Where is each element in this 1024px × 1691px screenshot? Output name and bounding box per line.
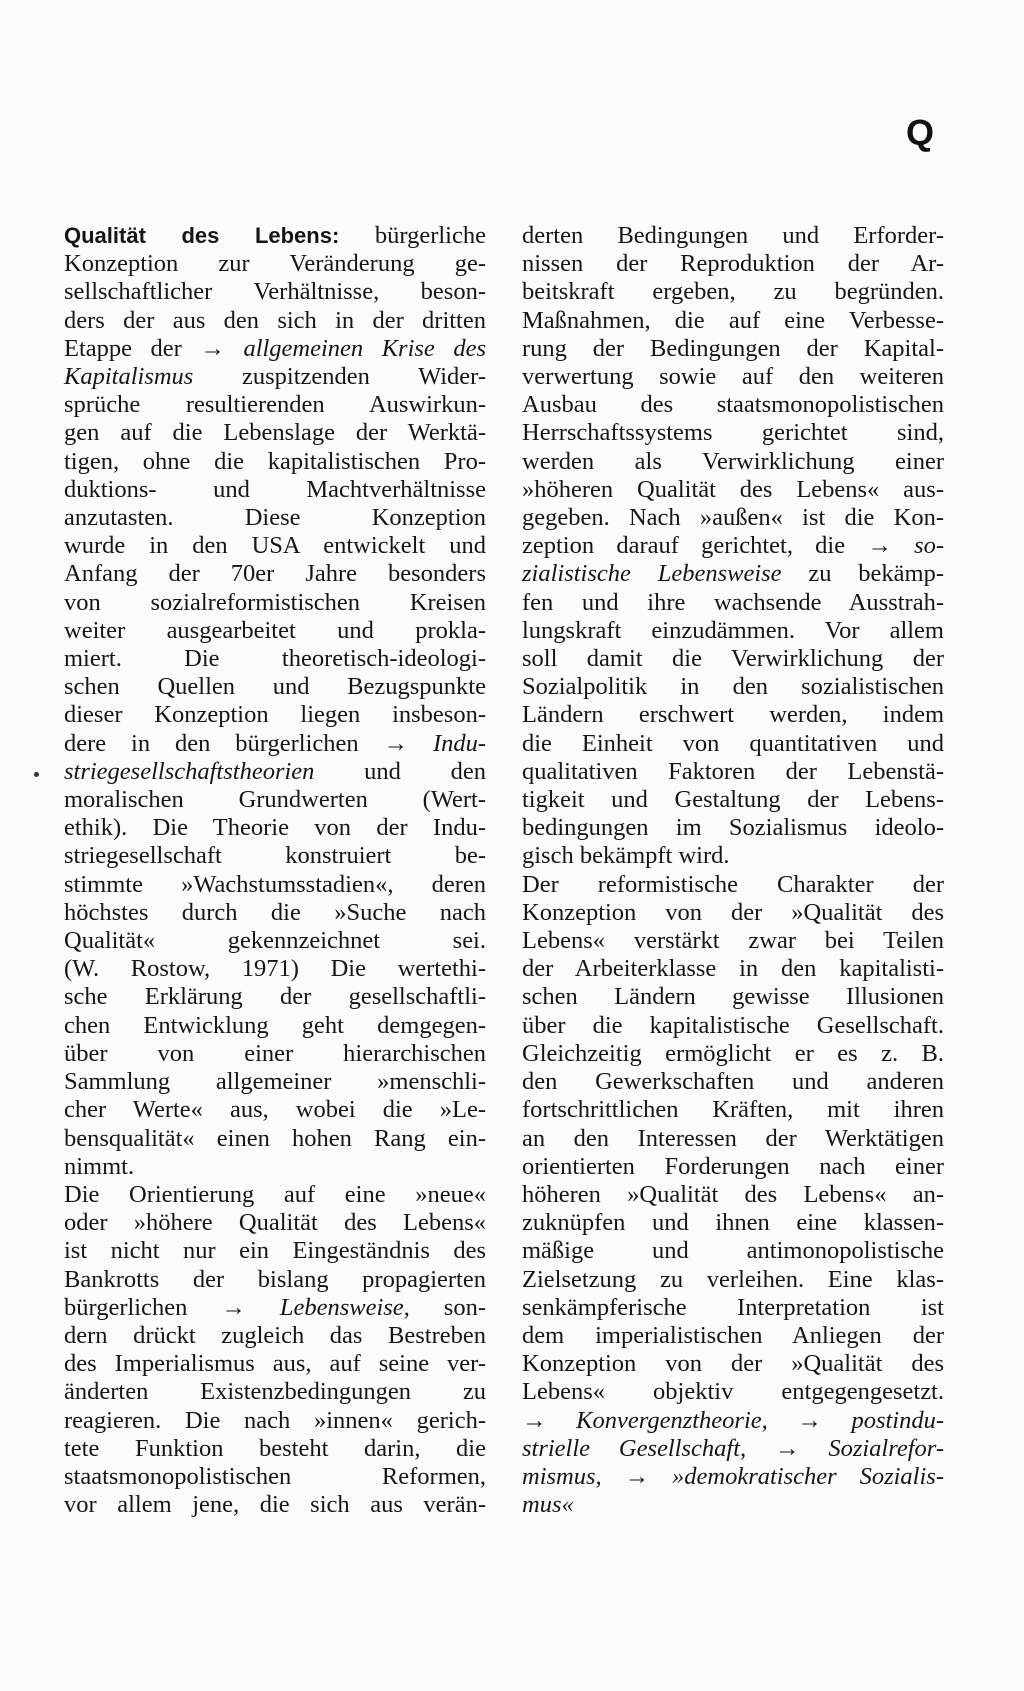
see-also-line: mus« bbox=[522, 1491, 574, 1519]
text-line: ders der aus den sich in der dritten bbox=[64, 306, 486, 334]
text-line: ethik). Die Theorie von der Indu- bbox=[64, 814, 486, 842]
text-line: Herrschaftssystems gerichtet sind, bbox=[522, 419, 944, 447]
text-line: den Gewerkschaften und anderen bbox=[522, 1068, 944, 1096]
text-line: tigkeit und Gestaltung der Lebens- bbox=[522, 786, 944, 814]
text-line: rung der Bedingungen der Kapital- bbox=[522, 334, 944, 362]
text-line: chen Entwicklung geht demgegen- bbox=[64, 1011, 486, 1039]
text-line: duktions- und Machtverhältnisse bbox=[64, 475, 486, 503]
text-line: fen und ihre wachsende Ausstrah- bbox=[522, 588, 944, 616]
text-line: schen Quellen und Bezugspunkte bbox=[64, 673, 486, 701]
text-line: zuknüpfen und ihnen eine klassen- bbox=[522, 1209, 944, 1237]
text-line: nissen der Reproduktion der Ar- bbox=[522, 250, 944, 278]
text-line: Sammlung allgemeiner »menschli- bbox=[64, 1068, 486, 1096]
text-line: des Imperialismus aus, auf seine ver- bbox=[64, 1350, 486, 1378]
text-line: striegesellschaft konstruiert be- bbox=[64, 842, 486, 870]
text-line: der Arbeiterklasse in den kapitalisti- bbox=[522, 955, 944, 983]
see-also-line: → Konvergenztheorie, → postindu- bbox=[522, 1406, 944, 1434]
text-line: Gleichzeitig ermöglicht er es z. B. bbox=[522, 1039, 944, 1067]
text-line: schen Ländern gewisse Illusionen bbox=[522, 983, 944, 1011]
text-line: Der reformistische Charakter der bbox=[522, 870, 944, 898]
text-line: Lebens« objektiv entgegengesetzt. bbox=[522, 1378, 944, 1406]
text-line: miert. Die theoretisch-ideologi- bbox=[64, 645, 486, 673]
text-line: striegesellschaftstheorien und den bbox=[64, 757, 487, 785]
text-line: anzutasten. Diese Konzeption bbox=[64, 504, 486, 532]
cross-reference: Lebensweise, bbox=[279, 1293, 410, 1321]
text-line: Konzeption von der »Qualität des bbox=[522, 1350, 944, 1378]
text-line: qualitativen Faktoren der Lebenstä- bbox=[522, 757, 944, 785]
see-also-line: mismus, → »demokratischer Sozialis- bbox=[522, 1462, 944, 1490]
text-line: (W. Rostow, 1971) Die wertethi- bbox=[64, 955, 486, 983]
text-line: gegeben. Nach »außen« ist die Kon- bbox=[522, 504, 944, 532]
text-line: Lebens« verstärkt zwar bei Teilen bbox=[522, 927, 944, 955]
text-line: tigen, ohne die kapitalistischen Pro- bbox=[64, 447, 486, 475]
text-line: Kapitalismus zuspitzenden Wider- bbox=[64, 363, 487, 391]
text-line: derten Bedingungen und Erforder- bbox=[522, 222, 944, 249]
text-line: Konzeption von der »Qualität des bbox=[522, 898, 944, 926]
text-line: sellschaftlicher Verhältnisse, beson- bbox=[64, 278, 486, 306]
text-line: bedingungen im Sozialismus ideolo- bbox=[522, 814, 944, 842]
text-line: soll damit die Verwirklichung der bbox=[522, 645, 944, 673]
section-letter: Q bbox=[906, 112, 935, 153]
text-line: ist nicht nur ein Eingeständnis des bbox=[64, 1237, 486, 1265]
text-line: stimmte »Wachstumsstadien«, deren bbox=[64, 870, 486, 898]
text-line: an den Interessen der Werktätigen bbox=[522, 1124, 944, 1152]
text-line: höheren »Qualität des Lebens« an- bbox=[522, 1180, 944, 1208]
text-line: dieser Konzeption liegen insbeson- bbox=[64, 701, 486, 729]
cross-reference: Kapitalismus bbox=[64, 363, 194, 391]
cross-reference: so- bbox=[914, 532, 945, 560]
margin-dot bbox=[34, 772, 39, 777]
text-line: moralischen Grundwerten (Wert- bbox=[64, 786, 486, 814]
text-line: sche Erklärung der gesellschaftli- bbox=[64, 983, 486, 1011]
text-line: reagieren. Die nach »innen« gerich- bbox=[64, 1406, 486, 1434]
text-line: orientierten Forderungen nach einer bbox=[522, 1152, 944, 1180]
text-line: Anfang der 70er Jahre besonders bbox=[64, 560, 486, 588]
text-line: gisch bekämpft wird. bbox=[522, 842, 730, 870]
text-line: Zielsetzung zu verleihen. Eine klas- bbox=[522, 1265, 944, 1293]
text-line: Bankrotts der bislang propagierten bbox=[64, 1265, 486, 1293]
text-line: beitskraft ergeben, zu begründen. bbox=[522, 278, 944, 306]
text-line: dem imperialistischen Anliegen der bbox=[522, 1321, 944, 1349]
text-line: sprüche resultierenden Auswirkun- bbox=[64, 391, 486, 419]
text-line: senkämpferische Interpretation ist bbox=[522, 1293, 944, 1321]
text-line: fortschrittlichen Kräften, mit ihren bbox=[522, 1096, 944, 1124]
text-line: zialistische Lebensweise zu bekämp- bbox=[522, 560, 945, 588]
text-line: staatsmonopolistischen Reformen, bbox=[64, 1462, 486, 1490]
text-line: bürgerlichen → Lebensweise, son- bbox=[64, 1293, 486, 1321]
cross-reference: allgemeinen Krise des bbox=[243, 334, 486, 362]
text-line: wurde in den USA entwickelt und bbox=[64, 532, 486, 560]
text-line: lungskraft einzudämmen. Vor allem bbox=[522, 616, 944, 644]
headword: Qualität des Lebens: bbox=[64, 223, 340, 248]
text-line: werden als Verwirklichung einer bbox=[522, 447, 944, 475]
text-line: Ländern erschwert werden, indem bbox=[522, 701, 944, 729]
text-line: von sozialreformistischen Kreisen bbox=[64, 588, 486, 616]
cross-reference: zialistische Lebensweise bbox=[522, 560, 782, 588]
right-column bbox=[522, 222, 944, 1519]
text-line: oder »höhere Qualität des Lebens« bbox=[64, 1209, 486, 1237]
text-line: »höheren Qualität des Lebens« aus- bbox=[522, 475, 944, 503]
text-line: änderten Existenzbedingungen zu bbox=[64, 1378, 486, 1406]
text-line: dere in den bürgerlichen → Indu- bbox=[64, 729, 487, 757]
text-line: höchstes durch die »Suche nach bbox=[64, 898, 486, 926]
text-line: gen auf die Lebenslage der Werktä- bbox=[64, 419, 486, 447]
text-line: cher Werte« aus, wobei die »Le- bbox=[64, 1096, 486, 1124]
text-line: über von einer hierarchischen bbox=[64, 1039, 486, 1067]
text-line: nimmt. bbox=[64, 1152, 135, 1180]
text-line: zeption darauf gerichtet, die → so- bbox=[522, 532, 945, 560]
text-line: verwertung sowie auf den weiteren bbox=[522, 363, 944, 391]
text-line: über die kapitalistische Gesellschaft. bbox=[522, 1011, 944, 1039]
text-line: Ausbau des staatsmonopolistischen bbox=[522, 391, 944, 419]
text-line: Sozialpolitik in den sozialistischen bbox=[522, 673, 944, 701]
text-line: Qualität« gekennzeichnet sei. bbox=[64, 927, 486, 955]
text-line: mäßige und antimonopolistische bbox=[522, 1237, 944, 1265]
text-line: Maßnahmen, die auf eine Verbesse- bbox=[522, 306, 944, 334]
left-column bbox=[64, 222, 486, 1519]
text-line: tete Funktion besteht darin, die bbox=[64, 1434, 486, 1462]
text-line: Qualität des Lebens: bürgerliche bbox=[64, 222, 486, 249]
text-line: dern drückt zugleich das Bestreben bbox=[64, 1321, 486, 1349]
text-line: Die Orientierung auf eine »neue« bbox=[64, 1180, 486, 1208]
text-line: bensqualität« einen hohen Rang ein- bbox=[64, 1124, 486, 1152]
cross-reference: striegesellschaftstheorien bbox=[64, 757, 315, 785]
text-line: weiter ausgearbeitet und prokla- bbox=[64, 616, 486, 644]
text-line: Etappe der → allgemeinen Krise des bbox=[64, 334, 486, 362]
see-also-line: strielle Gesellschaft, → Sozialrefor- bbox=[522, 1434, 944, 1462]
text-line: Konzeption zur Veränderung ge- bbox=[64, 250, 486, 278]
cross-reference: Indu- bbox=[432, 729, 487, 757]
text-line: vor allem jene, die sich aus verän- bbox=[64, 1491, 486, 1519]
text-line: die Einheit von quantitativen und bbox=[522, 729, 944, 757]
